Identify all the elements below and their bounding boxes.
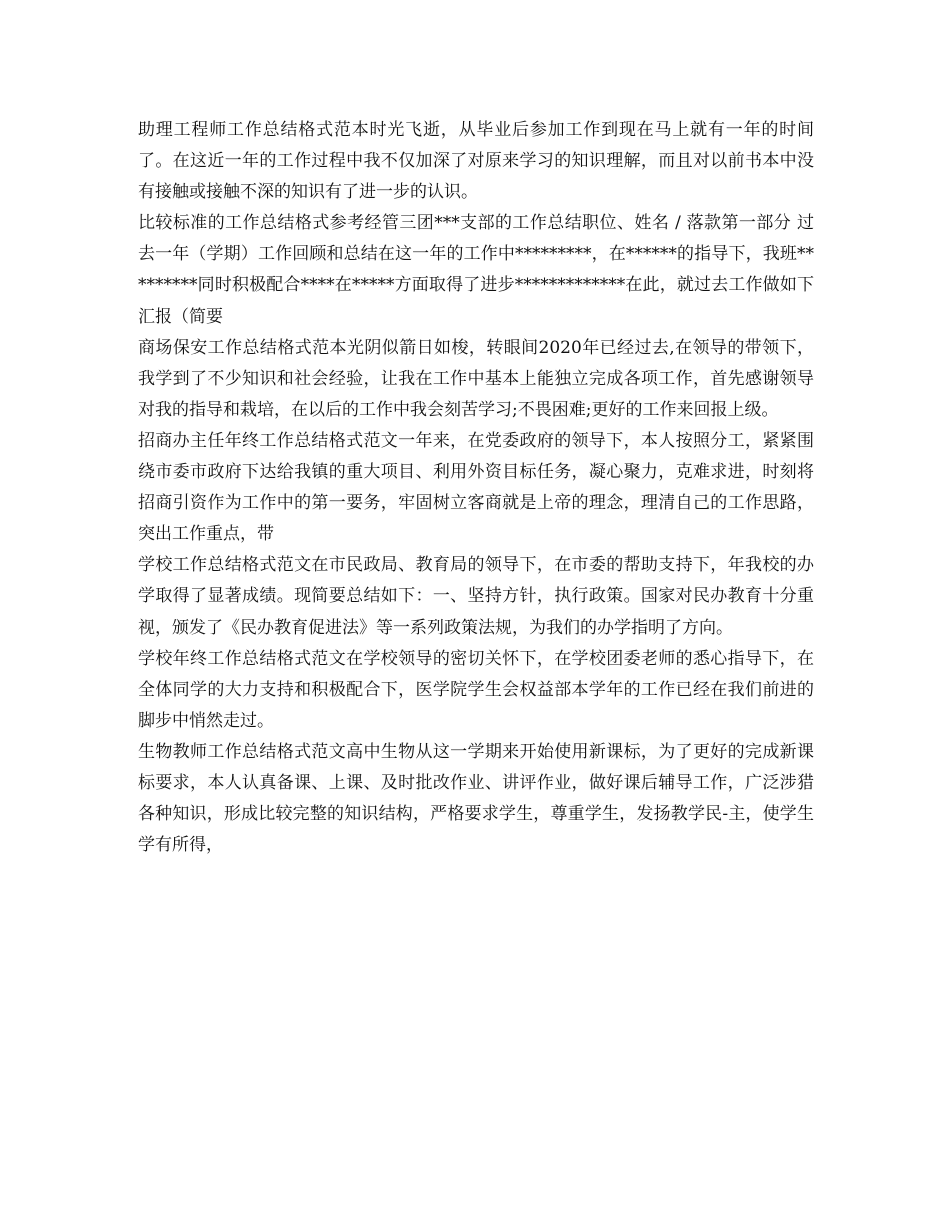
paragraph-investment-office-summary: 招商办主任年终工作总结格式范文一年来，在党委政府的领导下，本人按照分工，紧紧围绕市委市政府下达给我镇的重大项目、利用外资目标任务，凝心聚力，克难求进，时刻将招商引资作为工作中的第一要务，牢固树立客商就是上帝的理念，理清自己的工作思路，突出工作重点，带 bbox=[138, 430, 814, 545]
paragraph-assistant-engineer-summary: 助理工程师工作总结格式范本时光飞逝，从毕业后参加工作到现在马上就有一年的时间了。在这近一年的工作过程中我不仅加深了对原来学习的知识理解，而且对以前书本中没有接触或接触不深的知识有了进一步的认识。 bbox=[138, 120, 814, 203]
paragraph-biology-teacher-summary: 生物教师工作总结格式范文高中生物从这一学期来开始使用新课标，为了更好的完成新课标要求，本人认真备课、上课、及时批改作业、讲评作业，做好课后辅导工作，广泛涉猎各种知识，形成比较完整的知识结构，严格要求学生，尊重学生，发扬教学民-主，使学生学有所得， bbox=[138, 741, 814, 856]
paragraph-standard-summary-format: 比较标准的工作总结格式参考经管三团***支部的工作总结职位、姓名 / 落款第一部分 过去一年（学期）工作回顾和总结在这一年的工作中*********，在******的指导下，我班*********同时积极配合****在*****方面取得了进步*************在此，就过去工作做如下汇报（简要 bbox=[138, 213, 814, 327]
paragraph-mall-security-summary: 商场保安工作总结格式范本光阴似箭日如梭，转眼间2020年已经过去,在领导的带领下，我学到了不少知识和社会经验，让我在工作中基本上能独立完成各项工作，首先感谢领导对我的指导和栽培，在以后的工作中我会刻苦学习;不畏困难;更好的工作来回报上级。 bbox=[138, 337, 814, 420]
paragraph-school-summary: 学校工作总结格式范文在市民政局、教育局的领导下，在市委的帮助支持下，年我校的办学取得了显著成绩。现简要总结如下：一、坚持方针，执行政策。国家对民办教育十分重视，颁发了《民办教育促进法》等一系列政策法规，为我们的办学指明了方向。 bbox=[138, 555, 814, 638]
document-body bbox=[138, 115, 814, 861]
paragraph-school-year-end-summary: 学校年终工作总结格式范文在学校领导的密切关怀下，在学校团委老师的悉心指导下，在全体同学的大力支持和积极配合下，医学院学生会权益部本学年的工作已经在我们前进的脚步中悄然走过。 bbox=[138, 648, 814, 731]
